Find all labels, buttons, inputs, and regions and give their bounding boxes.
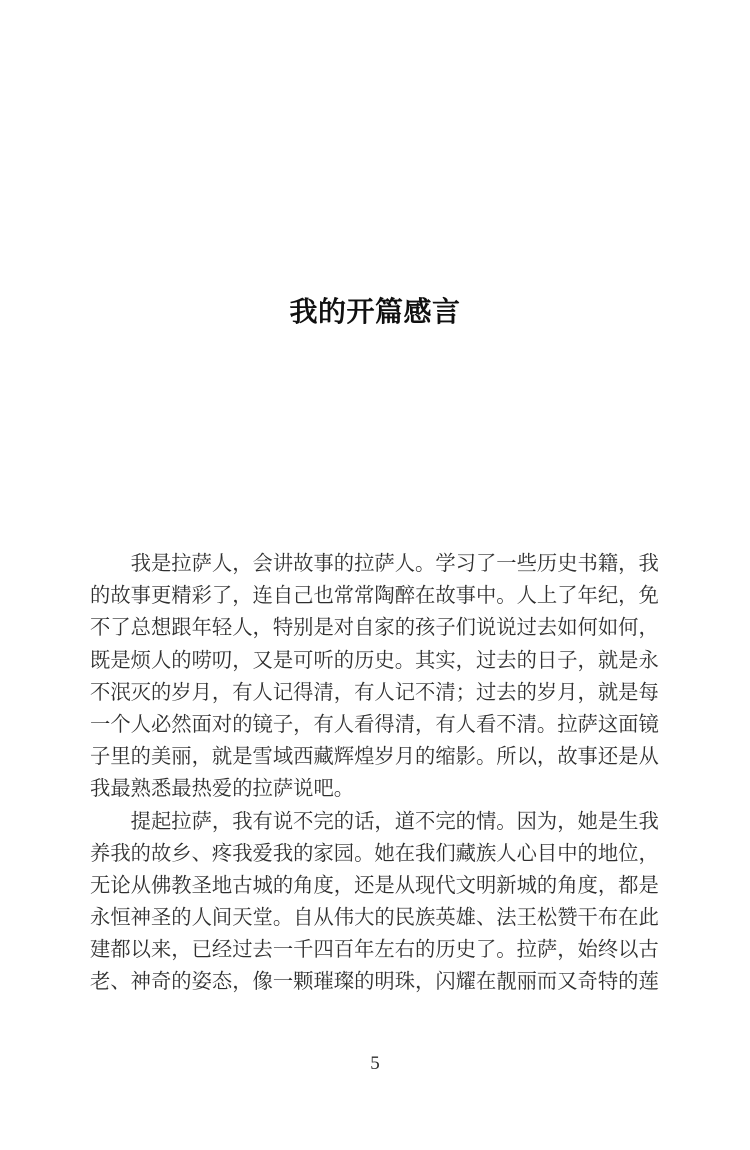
text-line: 不泯灭的岁月，有人记得清，有人记不清；过去的岁月，就是每 [90, 681, 659, 704]
body-text [90, 548, 660, 999]
text-line: 建都以来，已经过去一千四百年左右的历史了。拉萨，始终以古 [90, 939, 659, 962]
text-line: 永恒神圣的人间天堂。自从伟大的民族英雄、法王松赞干布在此 [90, 907, 659, 930]
text-line: 既是烦人的唠叨，又是可听的历史。其实，过去的日子，就是永 [90, 649, 659, 672]
text-line: 无论从佛教圣地古城的角度，还是从现代文明新城的角度，都是 [90, 874, 659, 897]
text-line: 一个人必然面对的镜子，有人看得清，有人看不清。拉萨这面镜 [90, 713, 659, 736]
text-line: 我是拉萨人，会讲故事的拉萨人。学习了一些历史书籍，我 [130, 553, 659, 575]
text-line: 不了总想跟年轻人，特别是对自家的孩子们说说过去如何如何， [90, 617, 659, 640]
chapter-title: 我的开篇感言 [289, 297, 461, 328]
text-line: 我最熟悉最热爱的拉萨说吧。 [90, 778, 355, 801]
text-line: 养我的故乡、疼我爱我的家园。她在我们藏族人心目中的地位， [90, 842, 659, 865]
text-line: 的故事更精彩了，连自己也常常陶醉在故事中。人上了年纪，免 [90, 585, 659, 608]
text-line: 老、神奇的姿态，像一颗璀璨的明珠，闪耀在靓丽而又奇特的莲 [90, 971, 659, 994]
text-line: 子里的美丽，就是雪域西藏辉煌岁月的缩影。所以，故事还是从 [90, 746, 659, 769]
text-line: 提起拉萨，我有说不完的话，道不完的情。因为，她是生我 [130, 810, 659, 833]
page-number: 5 [370, 1053, 380, 1074]
